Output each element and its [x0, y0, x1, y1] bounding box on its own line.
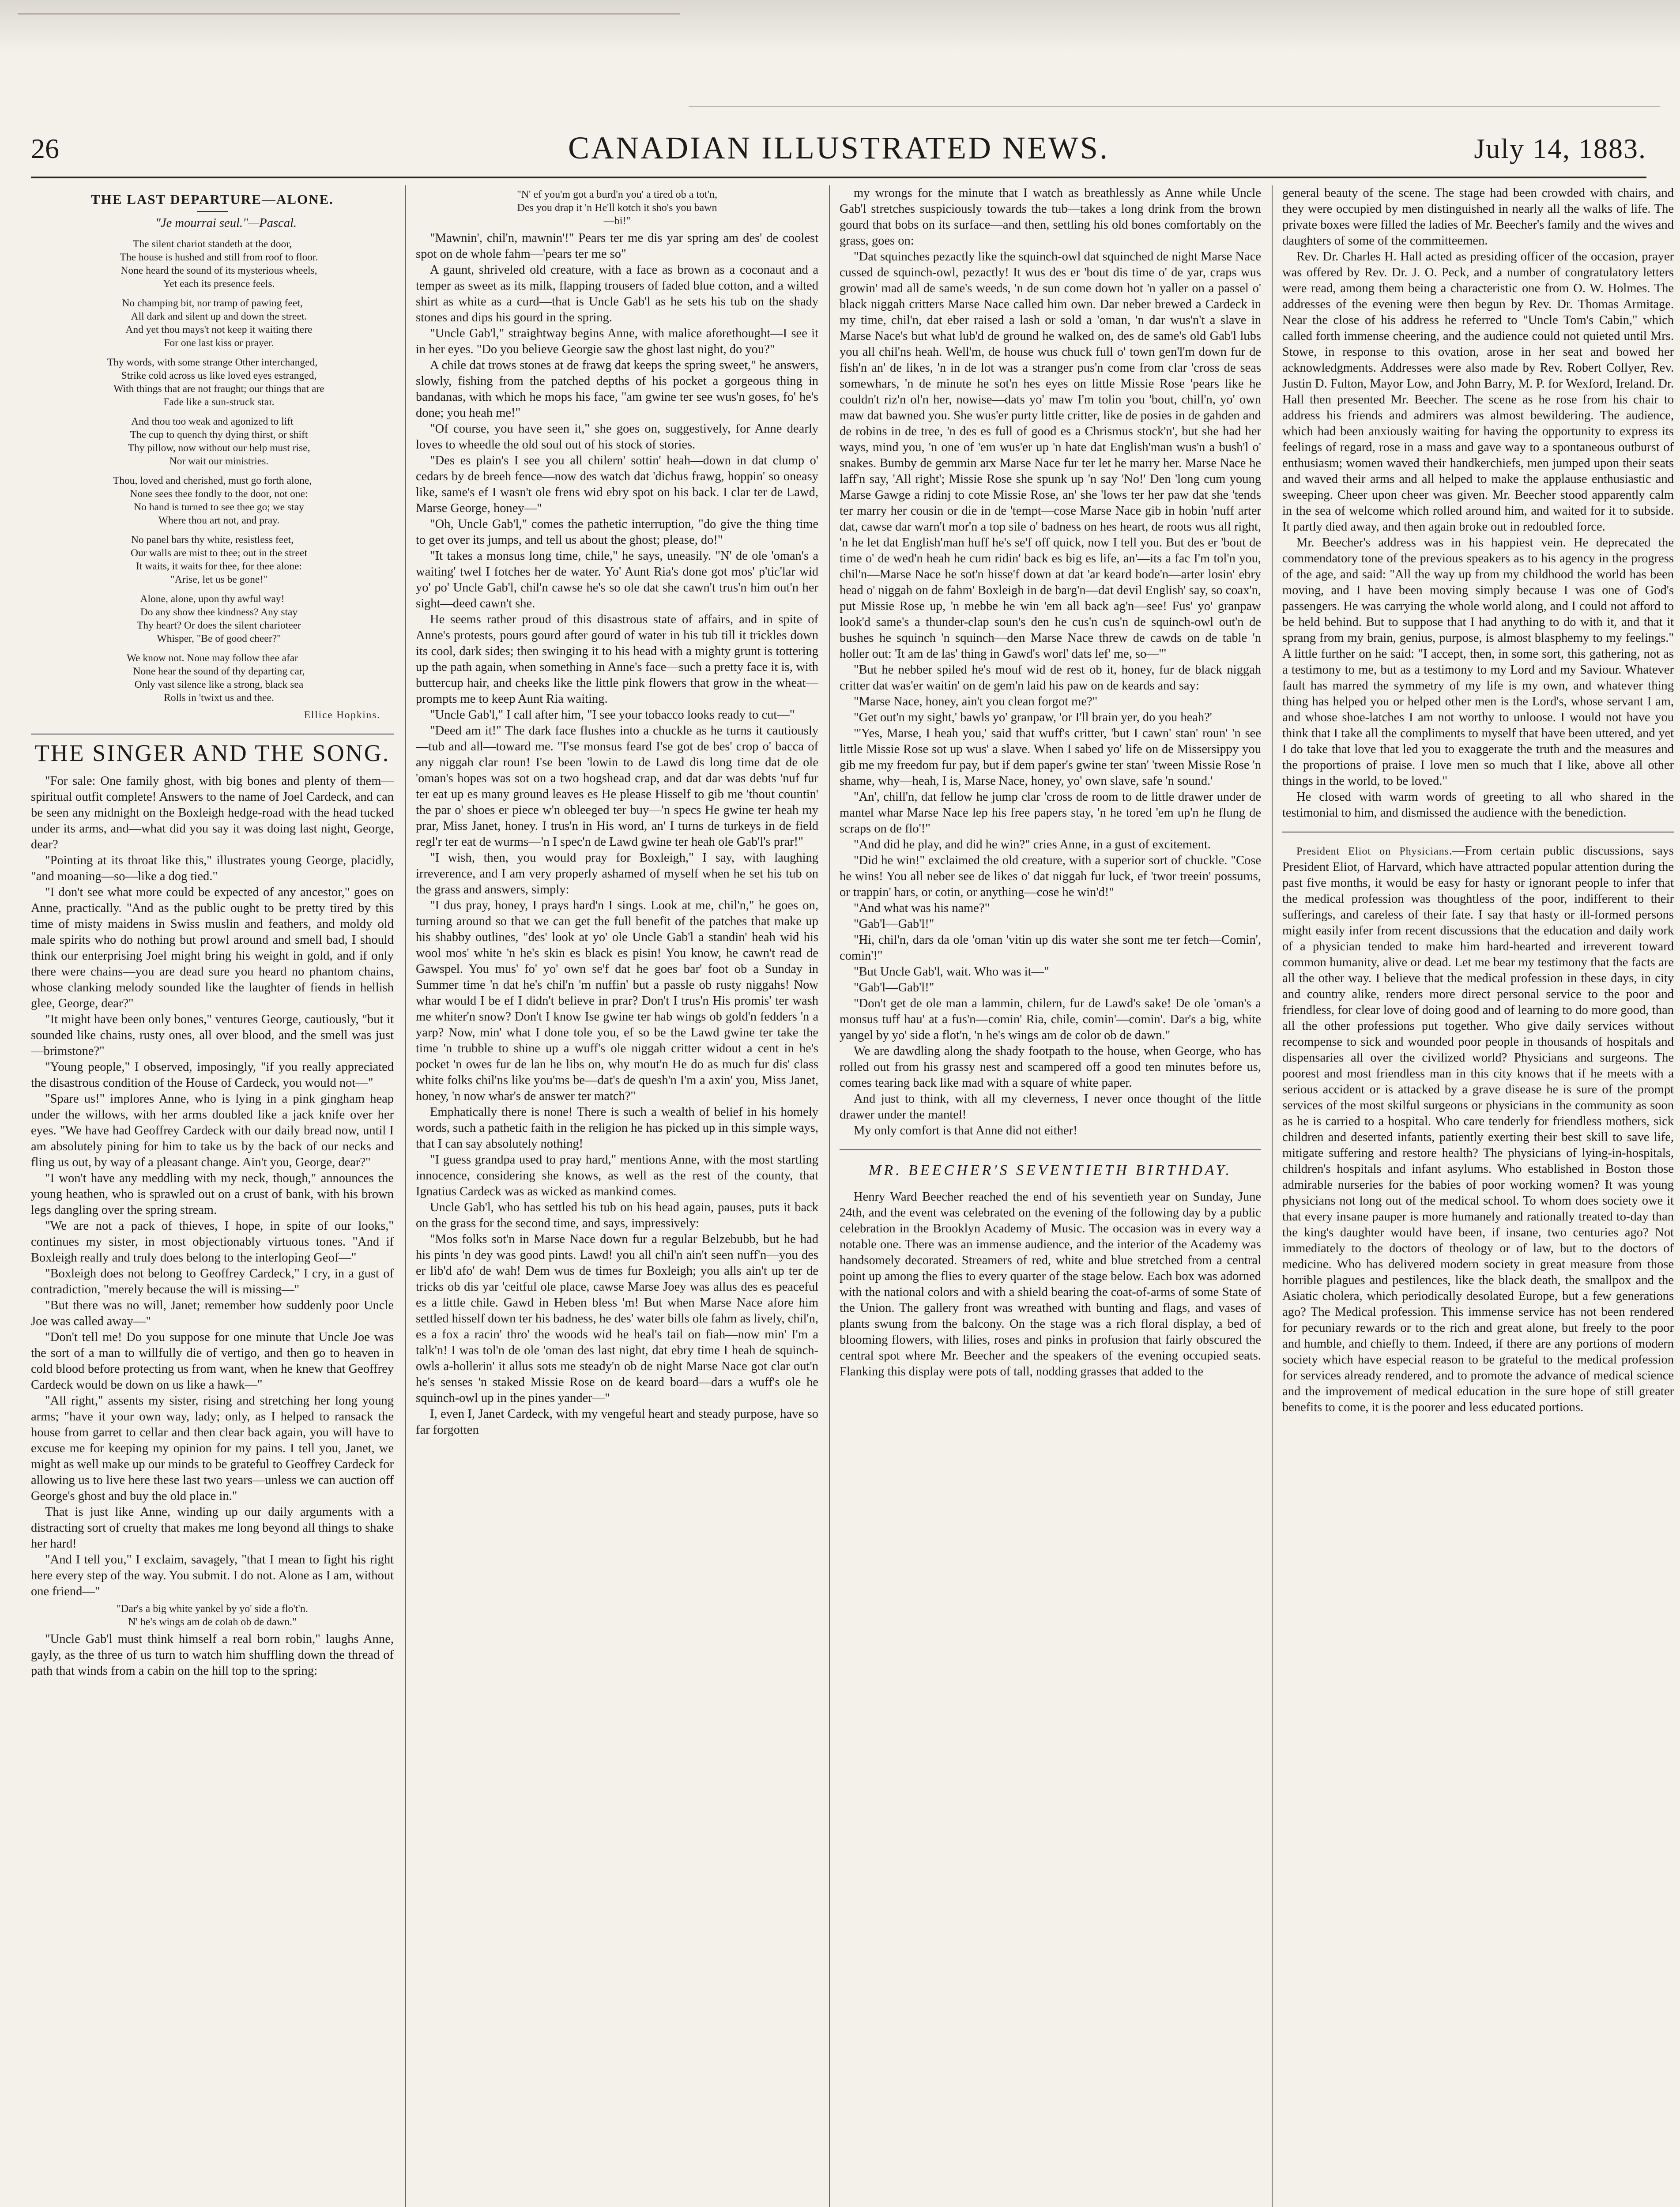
verse-line: "N' ef you'm got a burd'n you' a tired ob a tot'n,: [517, 189, 717, 200]
story-paragraph: "Hi, chil'n, dars da ole 'oman 'vitin up dis water she sont me ter fetch—Comin', comin'!": [840, 933, 1261, 963]
eliot-body: —From certain public discussions, says President Eliot, of Harvard, which have attracted popular attention during the past five months, it would be easy for hasty or ignorant people to infer that the medical profession was thoughtless of the poor, indifferent to their sufferings, and careless of their fate. I say that hasty or ill-formed persons might easily infer from recent discussions that the education and daily work of a physician tended to make him hard-hearted and irreverent toward common humanity, alive or dead. Let me bear my testimony that the facts are all the other way. I believe that the medical profession in these days, in city and country alike, renders more direct personal service to the poor and friendless, for clear love of doing good and of learning to do more good, than all the other professions put together. Who give daily services without recompense to sick and wounded poor people in thousands of hospitals and dispensaries all over the civilized world? Physicians and surgeons. The poorest and most friendless man in this city knows that if he meets with a serious accident or is attacked by a grave disease he is sure of the prompt services of the most skilful surgeons or physicians in the community as soon as he is carried to a hospital. Who care tenderly for friendless mothers, sick children and deserted infants, patiently exerting their best skill to save life, mitigate suffering and restore health? The physicians of lying-in-hospitals, children's hospitals and infant asylums. Who established in Boston those admirable nurseries for the babies of poor working women? It was young physicians not long out of the medical school. To whom does society owe it that every insane pauper is more humanely and rationally treated to-day than the king's daughter would have been, if insane, two centuries ago? Not immediately to the doctors of theology or of law, but to the doctors of medicine. Who has delivered modern society in great measure from those horrible plagues and pestilences, like the black death, the smallpox and the Asiatic cholera, which periodically desolated Europe, but a few generations ago? The Medical profession. This immense service has not been rendered for pecuniary rewards or to the rich and great alone, but freely to the poor and humble, and chiefly to them. Indeed, if there are any portions of modern society which have especial reason to be grateful to the medical profession for services already rendered, and to promote the advance of medical science and the improvement of medical education in the sure hope of still greater benefits to come, it is the poorer and less educated portions.: [1282, 844, 1674, 1414]
story-paragraph: "Oh, Uncle Gab'l," comes the pathetic interruption, "do give the thing time to get over its jumps, and tell us about the ghost; please, do!": [416, 517, 818, 547]
eliot-article: [1282, 843, 1674, 1416]
story-paragraph: And just to think, with all my cleverness, I never once thought of the little drawer under the mantel!: [840, 1092, 1261, 1122]
story-paragraph: "I don't see what more could be expected of any ancestor," goes on Anne, practically. "And as the public ought to be pretty tired by this time of misty maidens in Swiss muslin and feathers, and moldy old male spirits who do nothing but prowl around and smell bad, I should think our enterprising Joel might bring his weight in gold, and if only there were chains—you are dead sure you heard no phantom chains, whose clanking melody sounded like the laughter of fiends in hellish glee, George, dear?": [31, 885, 394, 1010]
story-paragraph: "Get out'n my sight,' bawls yo' granpaw, 'or I'll brain yer, do you heah?': [854, 711, 1212, 724]
story-paragraph: "Mawnin', chil'n, mawnin'!" Pears ter me dis yar spring am des' de coolest spot on de whole fahm—'pears ter me so": [416, 231, 818, 261]
poem-line: And yet thou mays't not keep it waiting there: [125, 324, 313, 335]
column-3: [840, 185, 1261, 2207]
poem-stanza: [31, 533, 394, 586]
poem-line: No hand is turned to see thee go; we stay: [134, 501, 304, 513]
section-rule: [840, 1149, 1261, 1150]
poem-stanza: [31, 415, 394, 468]
scan-shadow: [0, 0, 1680, 66]
story-paragraph: "Dat squinches pezactly like the squinch-owl dat squinched de night Marse Nace cussed de squinch-owl, pezactly! It wus des er 'bout dis time o' de yar, craps wus growin' mad all de same's weeds, 'n de sun come down hot 'n yaller on a passel o' black niggah critters Marse Nace called him own. Dar neber brewed a Cardeck in my time, chil'n, dat eber raised a lash or sold a 'oman, 'n dar wus'n't a slave in Marse Nace's but what lub'd de ground he walked on, des de same's old Gab'l lubs you all chil'ns heah. Well'm, de house wus chuck full o' town gen'l'm down fur de fish'n an' de likes, 'n in de lot was a stranger pus'n come from clar 'cross de seas somewhars, 'n de minute he sot'n hes eyes on little Missie Rose 'pears like he couldn't riz'n ol'n her, nowise—dats yo' maw I'm tolin you 'bout, chill'n, yo' own maw dat bawned you. She wus'er purty little critter, like de posies in de gahden and de robins in de tree, 'n des es full of good es a Chrismus stock'n', but she had her ways, mind you, 'n one of 'em wus'er up 'n hate dat English'man wus'n a bush'l o' snakes. Bumby de gemmin arx Marse Nace fur ter let he marry her. Marse Nace he laff'n say, 'All right'; Missie Rose she spunk up 'n say 'No!' Den 'long cum young Marse Gawge a ridinj to cote Missie Rose, an' she 'lows ter her paw dat she 'tends ter marry her cousin or die in de 'tempt—cose Marse Nace gib in hobin 'nuff arter dat, cawse dar warn't mor'n a top sile o' badness on hes heart, de roots wus all right, 'n he let dat English'man huff he's se'f off quick, now I tell you. But des er 'bout de time o' de wed'n heah he cum ridin' back es big es life, an'—its a fac I'm tol'n you, chil'n—Marse Nace he sot'n hisse'f down at dat 'ar keard bode'n—arter losin' ebry head o' niggah on de fahm' Boxleigh in de barg'n—dat devil English' say, so coax'n, put Missie Rose up, 'n mebbe he win 'em all back ag'n—see! Fus' yo' granpaw look'd same's a thunder-clap soun's den he cus'n cus'n de squinch-owl out'n de bushes he squinch 'n squinch—den Marse Nace threw de cawds on de table 'n holler out: 'It am de las' thing in Gawd's worl' dats lef' me, so—'": [840, 250, 1261, 661]
scan-artifact: [689, 106, 1660, 107]
poem-line: We know not. None may follow thee afar: [126, 652, 298, 664]
story-paragraph: Emphatically there is none! There is such a wealth of belief in his homely words, such a pathetic faith in the religion he has picked up in this simple ways, that I can say absolutely nothing!: [416, 1105, 818, 1151]
poem-line: All dark and silent up and down the street.: [131, 311, 307, 322]
poem-line: Strike cold across us like loved eyes estranged,: [121, 370, 317, 381]
story-paragraph: "Gab'l—Gab'l!": [854, 917, 934, 931]
column-rule: [405, 185, 406, 2207]
page-number: 26: [31, 133, 59, 164]
story-paragraph: "For sale: One family ghost, with big bones and plenty of them—spiritual outfit complete! Answers to the name of Joel Cardeck, and can be seen any midnight on the Boxleigh hedge-road with the head tucked under its arms, and—what did you say it was doing last night, George, dear?: [31, 774, 394, 851]
beecher-paragraph: Henry Ward Beecher reached the end of his seventieth year on Sunday, June 24th, and the event was celebrated on the evening of the following day by a public celebration in the Brooklyn Academy of Music. The occasion was in every way a notable one. There was an immense audience, and the interior of the Academy was handsomely decorated. Streamers of red, white and blue stretched from a central point up among the flies to every quarter of the stage below. Each box was adorned with the national colors and with a shield bearing the coat-of-arms of some State of the Union. The gallery front was wreathed with bunting and flags, and vases of plants swung from the balcony. On the stage was a rich floral display, a bed of blooming flowers, with lilies, roses and pinks in profusion that fairly obscured the central spot where Mr. Beecher and the speakers of the evening occupied seats. Flanking this display were pots of tall, nodding grasses that added to the: [840, 1190, 1261, 1378]
poem-body: [31, 237, 394, 704]
poem-line: None heard the sound of its mysterious wheels,: [121, 265, 317, 276]
story-paragraph: "Deed am it!" The dark face flushes into a chuckle as he turns it cautiously—tub and all—toward me. "I'se monsus feard I'se got de bes' crop o' bacca of any niggah clar roun! I'se been 'lowin to de Lawd dis long time dat de ole 'oman's hopes was sot on a two hogshead crap, and dat dar was debts 'nuf fur ter eat up es many ground leaves es He please Hisself to gib me 'thout countin' the par o' shoes er piece w'n obleeged ter buy—'n specs He gwine ter heah my prar, Miss Janet, honey. I trus'n in His word, an' I turns de turkeys in de field regl'r ter eat de wurms—'n I spec'n de Lawd gwine ter heah ole Gab'l's prar!": [416, 724, 818, 849]
poem-stanza: [31, 474, 394, 527]
story-paragraph: "But Uncle Gab'l, wait. Who was it—": [854, 965, 1049, 979]
issue-date: July 14, 1883.: [1474, 133, 1646, 164]
column-1: [31, 185, 394, 2207]
scan-artifact: [18, 13, 680, 15]
song-verse: [31, 1602, 394, 1629]
story-text-col1: [31, 773, 394, 1600]
poem-stanza: [31, 356, 394, 409]
story-paragraph: "Uncle Gab'l must think himself a real born robin," laughs Anne, gayly, as the three of us turn to watch him shuffling down the thread of path that winds from a cabin on the hill top to the spring:: [31, 1632, 394, 1678]
masthead: [31, 128, 1646, 168]
beecher-paragraph: Mr. Beecher's address was in his happiest vein. He deprecated the commendatory tone of the previous speakers as to his agency in the progress of the age, and said: "All the way up from my childhood the world has been moving, and I have been moving simply because I was one of God's passengers. He was carrying the whole world along, and I could not afford to be held behind. But to suppose that I had anything to do with it, and that it sprang from my brain, genius, purpose, is almost blasphemy to my feelings." A little further on he said: "I accept, then, in some sort, this gathering, not as a testimony to me, but as a testimony to my Lord and my Saviour. Whatever fault has marred the symmetry of my life is my own, and whatever thing thing has helped you or helped other men is the Lord's, whose servant I am, and whose shoe-latches I am not worthy to unloose. I would not have you think that I take all the compliments to myself that have been uttered, and yet I do take that love that led you to exaggerate the truth and the measures and the proportions of praise. I love men so much that I like, above all other things in the world, to be loved.": [1282, 536, 1674, 788]
story-paragraph: "And I tell you," I exclaim, savagely, "that I mean to fight his right here every step of the way. You submit. I do not. Alone as I am, without one friend—": [31, 1553, 394, 1598]
story-paragraph: "Des es plain's I see you all chilern' sottin' heah—down in dat clump o' cedars by de breeh fence—now des watch dat 'dichus frawg, hoppin' so oneasy like, same's ef I wasn't ole frens wid ebry spot on his back. I clar ter de Lawd, Marse George, honey—": [416, 454, 818, 515]
story-paragraph: "Gab'l—Gab'l!": [854, 981, 934, 994]
column-4: [1282, 185, 1674, 2207]
story-paragraph: "'Yes, Marse, I heah you,' said that wuff's critter, 'but I cawn' stan' roun' 'n see little Missie Rose sot up wus' a slave. When I sabed yo' life on de Missersippy you gib me my freedom fur pay, but if dem paper's gwine ter stan' 'tween Missie Rose 'n shame, why—heah, I is, Marse Nace, honey, yo' own slave, safe 'n sound.': [840, 727, 1261, 788]
story-paragraph: That is just like Anne, winding up our daily arguments with a distracting sort of cruelty that makes me long beyond all things to shake her hard!: [31, 1505, 394, 1551]
poem-line: Yet each its presence feels.: [163, 278, 275, 290]
poem-line: Only vast silence like a strong, black sea: [134, 679, 304, 690]
story-paragraph: "And did he play, and did he win?" cries Anne, in a gust of excitement.: [854, 838, 1211, 851]
poem-line: And thou too weak and agonized to lift: [131, 416, 294, 427]
poem-title: THE LAST DEPARTURE—ALONE.: [91, 192, 334, 207]
story-paragraph: We are dawdling along the shady footpath to the house, when George, who has rolled out from his grassy nest and scampered off a good ten minutes before us, comes tearing back like mad with a square of white paper.: [840, 1044, 1261, 1090]
beecher-heading: MR. BEECHER'S SEVENTIETH BIRTHDAY.: [869, 1162, 1232, 1179]
story-paragraph: "Pointing at its throat like this," illustrates young George, placidly, "and moaning—so—like a dog tied.": [31, 854, 394, 883]
poem-line: It waits, it waits for thee, for thee alone:: [136, 561, 302, 572]
poem-line: Thy pillow, now without our help must rise,: [128, 442, 310, 454]
beecher-paragraph: general beauty of the scene. The stage had been crowded with chairs, and they were occupied by men distinguished in nearly all the walks of life. The private boxes were filled the ladies of Mr. Beecher's family and the wives and daughters of some of the committeemen.: [1282, 186, 1674, 248]
story-paragraph: "We are not a pack of thieves, I hope, in spite of our looks," continues my sister, in most objectionably virtuous tones. "And if Boxleigh really and truly does belong to the interloping Geof—": [31, 1219, 394, 1265]
story-paragraph: "I wish, then, you would pray for Boxleigh," I say, with laughing irreverence, and I am very properly ashamed of myself when he set his tub on the grass and answers, simply:: [416, 851, 818, 896]
poem-line: The cup to quench thy dying thirst, or shift: [130, 429, 308, 441]
story-paragraph: "Mos folks sot'n in Marse Nace down fur a regular Belzebubb, but he had his pints 'n dey was good pints. Lawd! you all chil'n ain't seen nuff'n—you des er lib'd afo' de wah! Dem wus de times fur Boxleigh; you alls ain't up ter de tricks ob dis yar 'ceitful ole place, cawse Marse Joey was allus des es peaceful es a little chile. Gawd in Heben bless 'm! But when Marse Nace afore him settled hisself down ter his badness, he des' water bills ole fahm as lively, chil'n, es a fox a racin' thro' the woods wid he heal's tail on fiah—now min' I'm a talk'n! I was tol'n de ole 'oman des last night, dat ebry time I heah de squinch-owls a-hollerin' it allus sots me steady'n ob de night Marse Nace got clar out'n he's senses 'n staked Missie Rose on de keard board—dars a wuff's ole he squinch-owl up in the pines yander—": [416, 1232, 818, 1405]
poem-epigraph: "Je mourrai seul."—Pascal.: [155, 216, 297, 230]
poem-line: The silent chariot standeth at the door,: [133, 238, 292, 250]
poem-line: Thy words, with some strange Other interchanged,: [107, 357, 318, 368]
poem-line: Where thou art not, and pray.: [158, 515, 280, 526]
beecher-paragraph: He closed with warm words of greeting to all who shared in the testimonial to him, and dismissed the audience with the benediction.: [1282, 790, 1674, 820]
poem-line: Our walls are mist to thee; out in the street: [130, 547, 308, 559]
poem-line: The house is hushed and still from roof to floor.: [120, 252, 318, 263]
poem-line: "Arise, let us be gone!": [170, 574, 267, 585]
story-paragraph: "But there was no will, Janet; remember how suddenly poor Uncle Joe was called away—": [31, 1299, 394, 1328]
story-paragraph: "Marse Nace, honey, ain't you clean forgot me?": [854, 695, 1098, 708]
story-paragraph: my wrongs for the minute that I watch as breathlessly as Anne while Uncle Gab'l stretches suspiciously towards the tub—takes a long drink from the brown gourd that bobs on its surface—and then, settling his old bones comfortably on the grass, goes on:: [840, 186, 1261, 248]
poem-line: For one last kiss or prayer.: [164, 337, 274, 349]
poem-line: Do any show thee kindness? Any stay: [140, 606, 298, 618]
story-paragraph: "But he nebber spiled he's mouf wid de rest ob it, honey, fur de black niggah critter dat was'er waitin' on de gem'n laid his paw on de keards and say:: [840, 663, 1261, 693]
eliot-lead: President Eliot on Physicians.: [1296, 846, 1452, 857]
story-paragraph: Uncle Gab'l, who has settled his tub on his head again, pauses, puts it back on the grass for the second time, and says, impressively:: [416, 1201, 818, 1230]
story-paragraph: My only comfort is that Anne did not either!: [854, 1124, 1077, 1137]
story-paragraph: "All right," assents my sister, rising and stretching her long young arms; "have it your own way, lady; only, as I helped to ransack the house from garret to cellar and then clear back again, you will have to excuse me for keeping my opinion for my pains. I tell you, Janet, we might as well make up our minds to be grateful to Geoffrey Cardeck for allowing us to live here these last two years—unless we can auction off George's ghost and buy the old place in.": [31, 1394, 394, 1503]
story-paragraph: "Uncle Gab'l," I call after him, "I see your tobacco looks ready to cut—": [430, 708, 795, 722]
story-paragraph: "It might have been only bones," ventures George, cautiously, "but it sounded like chains, rusty ones, all over blood, and the smell was just—brimstone?": [31, 1013, 394, 1058]
column-rule: [1272, 185, 1273, 2207]
poem-line: None sees thee fondly to the door, not one:: [130, 488, 308, 500]
story-paragraph: I, even I, Janet Cardeck, with my vengeful heart and steady purpose, have so far forgotten: [416, 1407, 818, 1437]
story-paragraph: "Don't get de ole man a lammin, chilern, fur de Lawd's sake! De ole 'oman's a monsus tuff hau' at a fus'n—comin' Ria, chile, comin'—comin'. Dar's a big, white yangel by yo' side a flot'n, 'n he's wings am de color ob de dawn.": [840, 997, 1261, 1042]
short-rule: [197, 211, 228, 212]
story-paragraph: "Spare us!" implores Anne, who is lying in a pink gingham heap under the willows, with her arms doubled like a jack knife over her eyes. "We have had Geoffrey Cardeck with our daily bread now, until I am absolutely pining for him to take us by the back of our necks and fling us out, by way of a pleasant change. Ain't you, George, dear?": [31, 1092, 394, 1169]
poem-stanza: [31, 237, 394, 290]
poem-line: Rolls in 'twixt us and thee.: [164, 692, 274, 704]
poem-line: Thy heart? Or does the silent charioteer: [137, 620, 301, 631]
poem-line: With things that are not fraught; our things that are: [113, 383, 324, 395]
story-paragraph: He seems rather proud of this disastrous state of affairs, and in spite of Anne's protests, pours gourd after gourd of water in his tub till it trickles down its cool, dark sides; then swinging it to his head with a mighty grunt is tottering up the path again, when something in Anne's face—such a pretty face it is, with buttercup hair, and cheeks like the little pink flowers that grow in the wheat—prompts me to keep Aunt Ria waiting.: [416, 613, 818, 706]
poem-line: Alone, alone, upon thy awful way!: [140, 593, 285, 605]
masthead-rule: [31, 177, 1646, 178]
verse-line: —bi!": [603, 215, 631, 227]
story-paragraph: "I guess grandpa used to pray hard," mentions Anne, with the most startling innocence, considering she knows, as well as the rest of the county, that Ignatius Cardeck was as wicked as mankind comes.: [416, 1153, 818, 1198]
verse-line: "Dar's a big white yankel by yo' side a flo't'n.: [117, 1603, 308, 1615]
poem-line: Whisper, "Be of good cheer?": [157, 633, 281, 644]
poem-stanza: [31, 652, 394, 704]
story-paragraph: "And what was his name?": [854, 901, 990, 915]
story-paragraph: "Boxleigh does not belong to Geoffrey Cardeck," I cry, in a gust of contradiction, "merely because the will is missing—": [31, 1267, 394, 1296]
poem-line: No panel bars thy white, resistless feet,: [131, 534, 294, 546]
poem-stanza: [31, 297, 394, 350]
story-paragraph: A chile dat trows stones at de frawg dat keeps the spring sweet," he answers, slowly, fishing from the patched depths of his pocket a gorgeous thing in bandanas, with which he mops his face, "am gwine ter see wus'n goses, fo' he's done; you heah me!": [416, 358, 818, 420]
story-paragraph: "Did he win!" exclaimed the old creature, with a superior sort of chuckle. "Cose he wins! You all neber see de likes o' dat niggah fur luck, ef 'twor treein' possums, or trappin' hars, or cotin, or anything—cose he win'd!": [840, 854, 1261, 899]
poem-line: Thou, loved and cherished, must go forth alone,: [113, 475, 312, 486]
story-text-col3: [840, 185, 1261, 1139]
song-verse: [416, 188, 818, 228]
story-text-col2: [416, 230, 818, 1438]
story-paragraph: "Of course, you have seen it," she goes on, suggestively, for Anne dearly loves to wheedle the old soul out of his stock of stories.: [416, 422, 818, 452]
column-2: [416, 185, 818, 2207]
poem-stanza: [31, 592, 394, 645]
story-paragraph: A gaunt, shriveled old creature, with a face as brown as a coconaut and a temper as sweet as its milk, flapping trousers of faded blue cotton, and a wilted shirt as white as a curd—that is Uncle Gab'l as he sets his tub on the shady stones and dips his gourd in the spring.: [416, 263, 818, 324]
poem-line: Fade like a sun-struck star.: [163, 396, 275, 408]
story-paragraph: "Don't tell me! Do you suppose for one minute that Uncle Joe was the sort of a man to willfully die of vertigo, and then go to heaven in cold blood before protecting us from want, when he knew that Geoffrey Cardeck would be down on us like a hawk—": [31, 1330, 394, 1392]
story-paragraph: "An', chill'n, dat fellow he jump clar 'cross de room to de little drawer under de mantel whar Marse Nace lep his free papers stay, 'n he tored 'em up'n he flung de scraps on de flo'!": [840, 790, 1261, 836]
story-paragraph: "Uncle Gab'l," straightway begins Anne, with malice aforethought—I see it in her eyes. "Do you believe Georgie saw the ghost last night, do you?": [416, 327, 818, 356]
story-paragraph: "It takes a monsus long time, chile," he says, uneasily. "N' de ole 'oman's a waiting' twel I fotches her de water. Yo' Aunt Ria's done got mos' p'tic'lar wid yo' po' Uncle Gab'l, chil'n cawse he's so ole dat she cawn't trus'n him out'n her sight—deed cawn't she.: [416, 549, 818, 610]
story-paragraph: "Young people," I observed, imposingly, "if you really appreciated the disastrous condition of the House of Cardeck, you would not—": [31, 1060, 394, 1090]
column-rule: [829, 185, 830, 2207]
poem-line: Nor wait our ministries.: [169, 456, 269, 467]
publication-title: CANADIAN ILLUSTRATED NEWS.: [568, 130, 1109, 166]
story-paragraph: "I dus pray, honey, I prays hard'n I sings. Look at me, chil'n," he goes on, turning around so that we can get the full benefit of the patches that make up his shabby outlines, "des' look at yo' ole Uncle Gab'l a standin' heah wid his wool mos' white 'n he's skin es black es pisin! You know, he cawn't read de Gawspel. You mus' fo' yo' own se'f dat he goes bar' foot ob a Sunday in Summer time 'n dat he's chil'n 'm nuffin' but a passle ob rusty niggahs! Now whar would I be ef I didn't believe in prar? Don't I trus'n His promis' ter wash me whiter'n snow? Don't I know Ise gwine ter hab wings ob gold'n fedders 'n a yarp? Now, min' what I done tole you, ef so be the Lawd gwine ter take the time 'n trubble to shine up a wuff's ole niggah critter widout a cent in he's pocket 'n owes fur de lan he libs on, why mout'n He do as much fur dis' class white folks chil'ns like you'ms be—dat's de quesh'n I'm a axin' you, Miss Janet, honey, 'n now whar's de answer ter match?": [416, 899, 818, 1103]
verse-line: N' he's wings am de colah ob de dawn.": [128, 1616, 297, 1628]
story-paragraph: "I won't have any meddling with my neck, though," announces the young heathen, who is sprawled out on a crust of bank, with his brown legs dangling over the spring stream.: [31, 1171, 394, 1217]
beecher-text: [1282, 185, 1674, 821]
poem-author: Ellice Hopkins.: [304, 709, 380, 720]
beecher-text: [840, 1189, 1261, 1380]
beecher-paragraph: Rev. Dr. Charles H. Hall acted as presiding officer of the occasion, prayer was offered by Rev. Dr. J. O. Peck, and a number of congratulatory letters were read, among them being a characteristic one from O. W. Holmes. The addresses of the evening were then begun by Rev. Dr. Thomas Armitage. Near the close of his address he referred to "Uncle Tom's Cabin," which called forth immense cheering, and the audience could not quieted until Mrs. Stowe, in response to this ovation, arose in her seat and bowed her acknowledgments. Addresses were also made by Rev. Robert Collyer, Rev. Justin D. Fulton, Mayor Low, and John Barry, M. P. for Wexford, Ireland. Dr. Hall then presented Mr. Beecher. The scene as he rose from his chair to address his friends and admirers was almost bewildering. The audience, which had been anxiously waiting for having the opportunity to express its feelings of regard, rose in a mass and gave way to a spontaneous outburst of enthusiasm; women waved their handkerchiefs, men jumped upon their seats and waved their arms and all helped to make the applause enthusiastic and sweeping. Cheer upon cheer was given. Mr. Beecher stood apparently calm in the sea of welcome which rolled around him, and waited for it to subside. It partly died away, and then again broke out in redoubled force.: [1282, 250, 1674, 534]
story-title: THE SINGER AND THE SONG.: [34, 740, 390, 766]
poem-line: None hear the sound of thy departing car,: [133, 666, 305, 677]
poem-line: No champing bit, nor tramp of pawing feet,: [122, 298, 303, 309]
verse-line: Des you drap it 'n He'll kotch it sho's you bawn: [517, 202, 717, 214]
